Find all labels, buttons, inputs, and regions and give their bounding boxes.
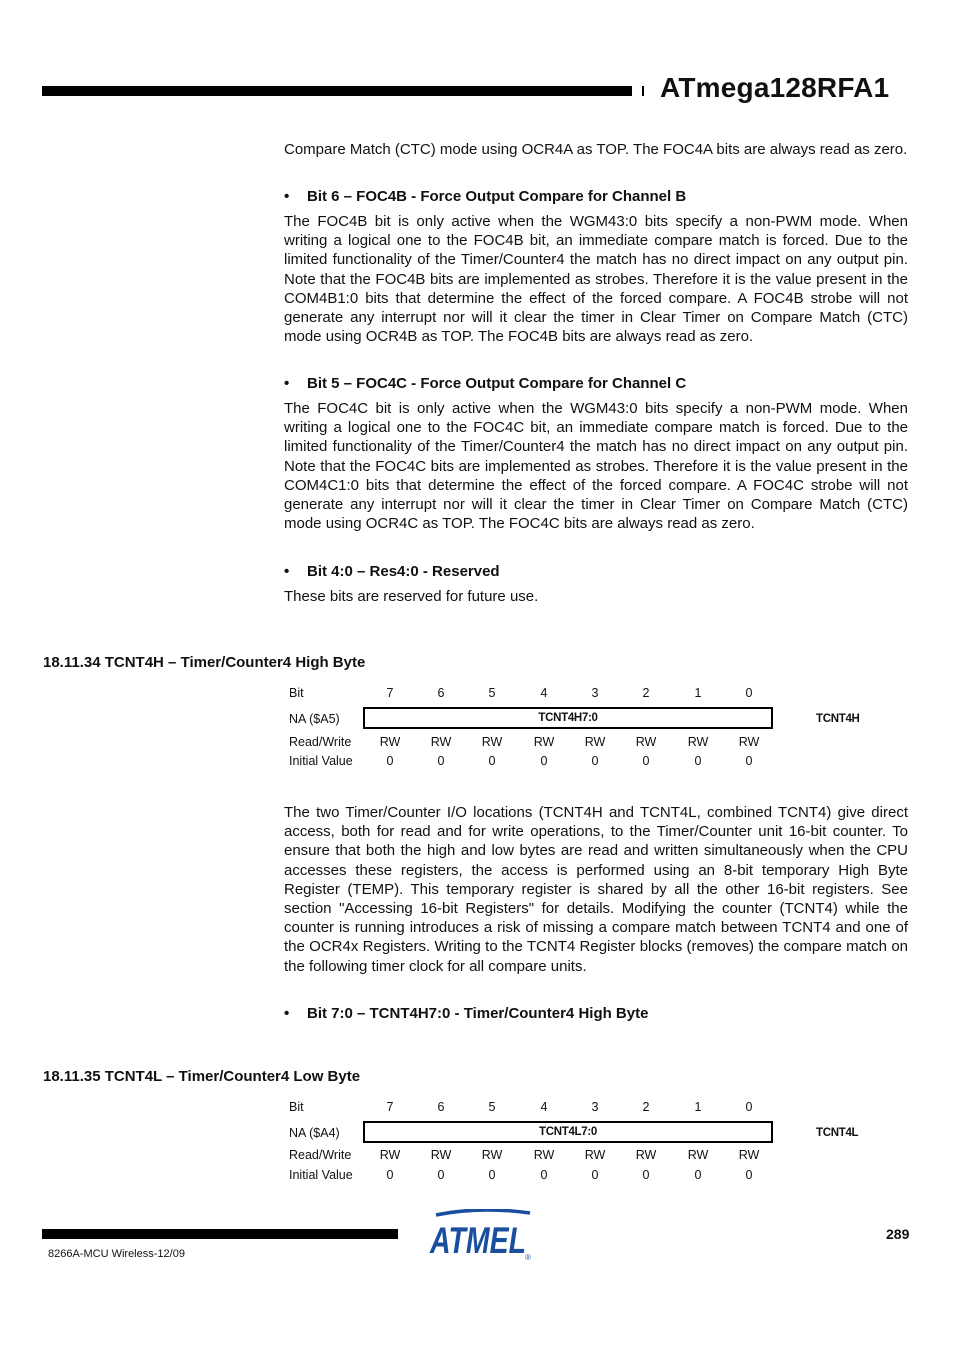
initial-cell: 0 xyxy=(745,754,753,768)
initial-cell: 0 xyxy=(540,754,548,768)
bit-number: 7 xyxy=(386,686,394,700)
access-cell: RW xyxy=(635,1148,657,1162)
initial-cell: 0 xyxy=(488,1168,496,1182)
initial-cell: 0 xyxy=(694,754,702,768)
access-label: Read/Write xyxy=(289,1148,352,1162)
bit-number: 3 xyxy=(591,686,599,700)
register-name: TCNT4H xyxy=(816,713,860,725)
bullet-bit6: • Bit 6 – FOC4B - Force Output Compare for Channel B xyxy=(284,188,687,205)
initial-label: Initial Value xyxy=(289,1168,353,1182)
access-cell: RW xyxy=(379,1148,401,1162)
bit-number: 1 xyxy=(694,1100,702,1114)
footer-rule xyxy=(42,1229,398,1239)
section-heading-tcnt4l: 18.11.35 TCNT4L – Timer/Counter4 Low Byte xyxy=(43,1068,361,1085)
register-table-tcnt4h xyxy=(289,686,889,776)
header-rule-tick xyxy=(642,86,644,96)
bit-label: Bit xyxy=(289,686,304,700)
bit-label: Bit xyxy=(289,1100,304,1114)
register-field-box: TCNT4L7:0 xyxy=(363,1121,773,1143)
bit-number: 0 xyxy=(745,686,753,700)
access-cell: RW xyxy=(687,1148,709,1162)
access-cell: RW xyxy=(481,735,503,749)
access-cell: RW xyxy=(533,735,555,749)
register-table-tcnt4l xyxy=(289,1100,889,1190)
initial-cell: 0 xyxy=(386,1168,394,1182)
bit-number: 5 xyxy=(488,1100,496,1114)
initial-cell: 0 xyxy=(745,1168,753,1182)
access-cell: RW xyxy=(584,735,606,749)
access-cell: RW xyxy=(738,1148,760,1162)
bit-number: 2 xyxy=(642,686,650,700)
paragraph-intro: Compare Match (CTC) mode using OCR4A as TOP. The FOC4A bits are always read as zero. xyxy=(284,141,908,158)
bit-number: 1 xyxy=(694,686,702,700)
initial-cell: 0 xyxy=(642,754,650,768)
paragraph-bit6: The FOC4B bit is only active when the WGM43:0 bits specify a non-PWM mode. When writing a logical one to the FOC4B bit, an immediate compare match is forced. Due to the limited functionality of the Timer/Counter4 the match has no direct impact on any output pin. Note that the FOC4B bits are implemented as strobes. Therefore it is the value present in the COM4B1:0 bits that determine the effect of the forced compare. A FOC4B strobe will not generate any interrupt nor will it clear the timer in Clear Timer on Compare Match (CTC) mode using OCR4B as TOP. The FOC4B bits are always read as zero. xyxy=(284,213,908,346)
paragraph-bit40: These bits are reserved for future use. xyxy=(284,588,539,605)
access-cell: RW xyxy=(430,735,452,749)
register-address: NA ($A4) xyxy=(289,1126,340,1140)
paragraph-bit5: The FOC4C bit is only active when the WGM43:0 bits specify a non-PWM mode. When writing a logical one to the FOC4C bit, an immediate compare match is forced. Due to the limited functionality of the Timer/Counter4 the match has no direct impact on any output pin. Note that the FOC4C bits are implemented as strobes. Therefore it is the value present in the COM4C1:0 bits that determine the effect of the forced compare. A FOC4C strobe will not generate any interrupt nor will it clear the timer in Clear Timer on Compare Match (CTC) mode using OCR4C as TOP. The FOC4C bits are always read as zero. xyxy=(284,400,908,533)
svg-text:ATMEL: ATMEL xyxy=(429,1220,526,1261)
initial-cell: 0 xyxy=(437,754,445,768)
bit-number: 6 xyxy=(437,1100,445,1114)
initial-cell: 0 xyxy=(694,1168,702,1182)
bullet-tcnt4h: • Bit 7:0 – TCNT4H7:0 - Timer/Counter4 High Byte xyxy=(284,1005,649,1022)
initial-cell: 0 xyxy=(386,754,394,768)
initial-cell: 0 xyxy=(591,754,599,768)
bit-number: 6 xyxy=(437,686,445,700)
register-address: NA ($A5) xyxy=(289,712,340,726)
access-cell: RW xyxy=(481,1148,503,1162)
initial-cell: 0 xyxy=(437,1168,445,1182)
paragraph-tcnt4: The two Timer/Counter I/O locations (TCNT4H and TCNT4L, combined TCNT4) give direct access, both for read and for write operations, to the Timer/Counter unit 16-bit counter. To ensure that both the high and low bytes are read and written simultaneously when the CPU accesses these registers, the access is performed using an 8-bit temporary High Byte Register (TEMP). This temporary register is shared by all the other 16-bit registers. See section "Accessing 16-bit Registers" for details. Modifying the counter (TCNT4) while the counter is running introduces a risk of missing a compare match between TCNT4 and one of the OCR4x Registers. Writing to the TCNT4 Register blocks (removes) the compare match on the following timer clock for all compare units. xyxy=(284,804,908,975)
initial-label: Initial Value xyxy=(289,754,353,768)
bit-number: 0 xyxy=(745,1100,753,1114)
bullet-bit5: • Bit 5 – FOC4C - Force Output Compare for Channel C xyxy=(284,375,687,392)
initial-cell: 0 xyxy=(540,1168,548,1182)
access-cell: RW xyxy=(584,1148,606,1162)
access-cell: RW xyxy=(430,1148,452,1162)
svg-text:®: ® xyxy=(525,1253,531,1261)
register-field-box: TCNT4H7:0 xyxy=(363,707,773,729)
access-cell: RW xyxy=(687,735,709,749)
access-cell: RW xyxy=(738,735,760,749)
register-name: TCNT4L xyxy=(816,1127,859,1139)
bit-number: 7 xyxy=(386,1100,394,1114)
atmel-logo xyxy=(428,1209,534,1266)
initial-cell: 0 xyxy=(488,754,496,768)
page-number: 289 xyxy=(886,1226,910,1242)
initial-cell: 0 xyxy=(642,1168,650,1182)
header-rule xyxy=(42,86,632,96)
bit-number: 5 xyxy=(488,686,496,700)
section-heading-tcnt4h: 18.11.34 TCNT4H – Timer/Counter4 High Byte xyxy=(43,654,366,671)
access-cell: RW xyxy=(379,735,401,749)
initial-cell: 0 xyxy=(591,1168,599,1182)
bullet-bit40: • Bit 4:0 – Res4:0 - Reserved xyxy=(284,563,500,580)
bit-number: 4 xyxy=(540,686,548,700)
access-cell: RW xyxy=(635,735,657,749)
access-label: Read/Write xyxy=(289,735,352,749)
bit-number: 4 xyxy=(540,1100,548,1114)
bit-number: 2 xyxy=(642,1100,650,1114)
document-title: ATmega128RFA1 xyxy=(660,72,890,103)
document-id: 8266A-MCU Wireless-12/09 xyxy=(48,1248,185,1260)
bit-number: 3 xyxy=(591,1100,599,1114)
access-cell: RW xyxy=(533,1148,555,1162)
